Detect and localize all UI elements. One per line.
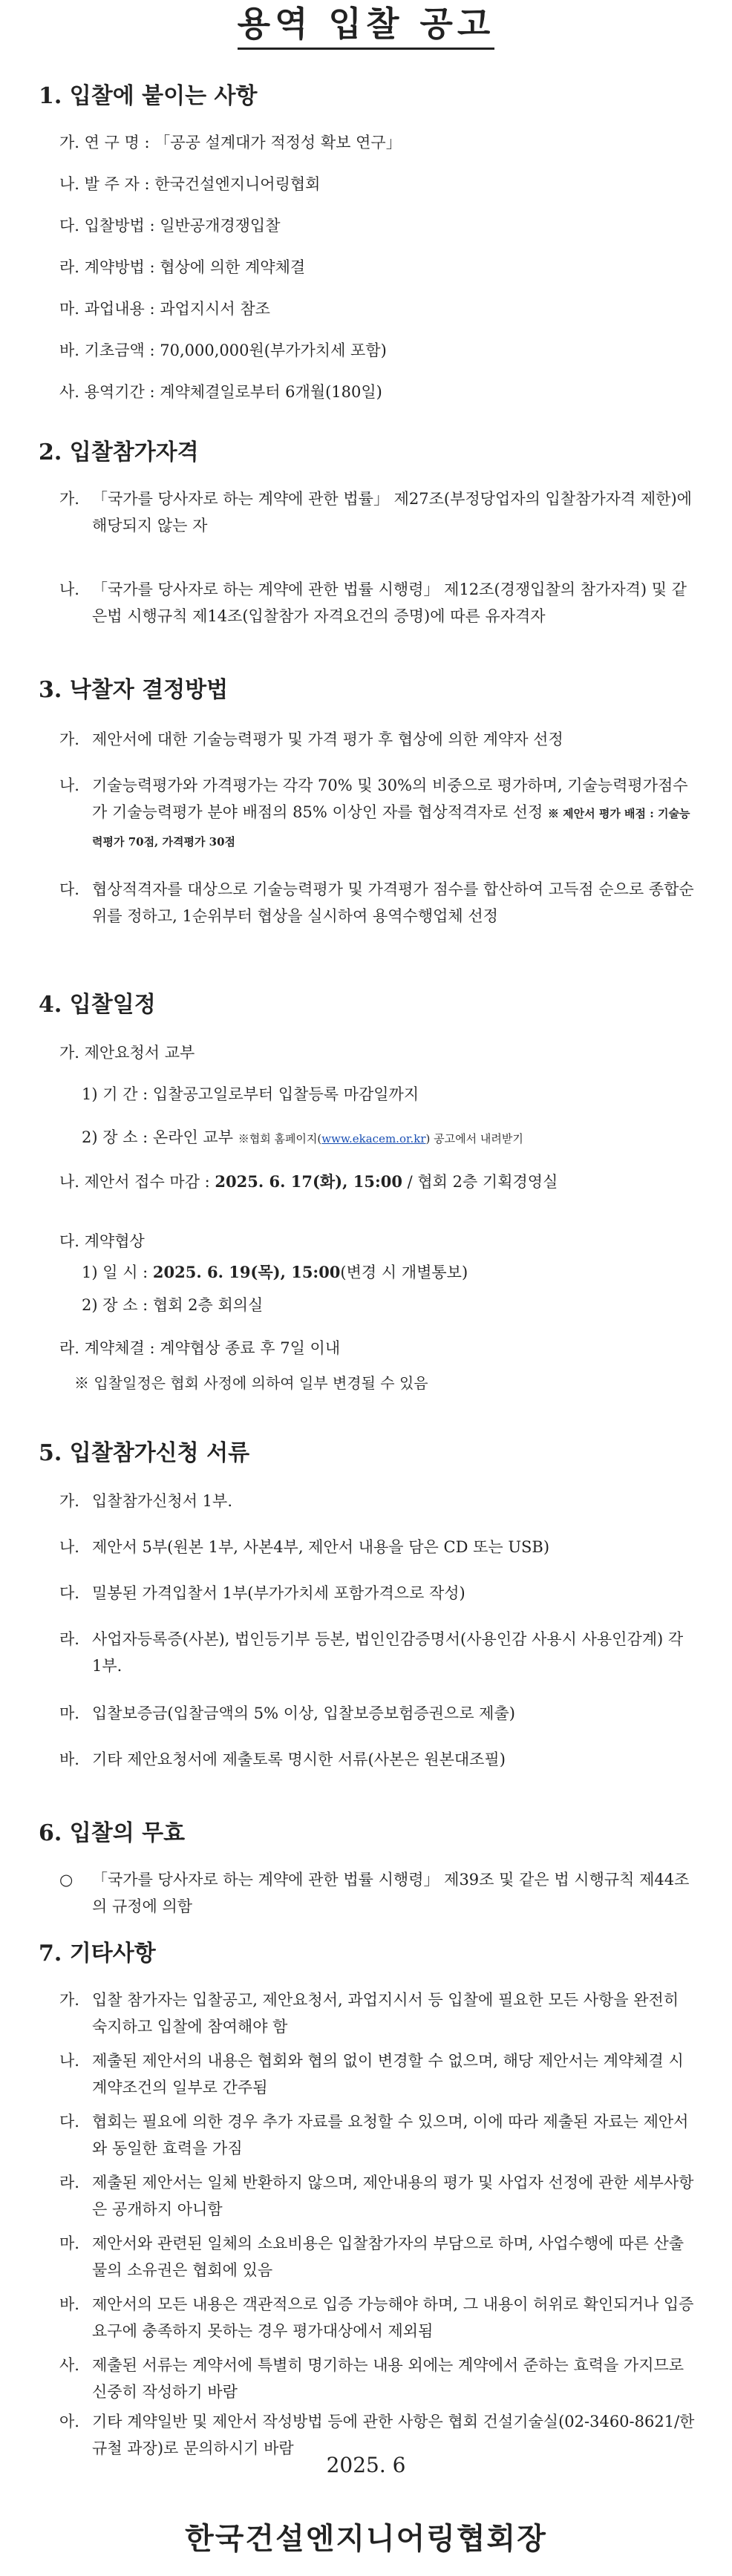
s4-item-b: 나. 제안서 접수 마감 : 2025. 6. 17(화), 15:00 / 협회 2층 기획경영실 (59, 1172, 558, 1191)
s1-row-base-amount: 바. 기초금액 : 70,000,000원(부가가치세 포함) (59, 341, 387, 359)
section-5-heading: 5. 입찰참가신청 서류 (39, 1440, 250, 1466)
s4-item-a: 가. 제안요청서 교부 (59, 1044, 195, 1062)
s3-score-note: ※ 제안서 평가 배점 : 기술능력평가 70점, 가격평가 30점 (92, 807, 690, 849)
s7-item-e: 마. 제안서와 관련된 일체의 소요비용은 입찰참가자의 부담으로 하며, 사업수행에 따른 산출물의 소유권은 협회에 있음 (59, 2235, 684, 2279)
page-title (0, 1, 732, 50)
s7-item-h: 아. 기타 계약일반 및 제안서 작성방법 등에 관한 사항은 협회 건설기술실(02-3460-8621/한규철 과장)로 문의하시기 바람 (59, 2413, 695, 2457)
s7-item-f: 바. 제안서의 모든 내용은 객관적으로 입증 가능해야 하며, 그 내용이 허위로 확인되거나 입증요구에 충족하지 못하는 경우 평가대상에서 제외됨 (59, 2295, 694, 2340)
announcement-date: 2025. 6 (326, 2453, 406, 2477)
section-4-heading: 4. 입찰일정 (39, 992, 156, 1018)
s1-row-contract-method: 라. 계약방법 : 협상에 의한 계약체결 (59, 258, 306, 276)
s4-item-a1: 1) 기 간 : 입찰공고일로부터 입찰등록 마감일까지 (82, 1085, 419, 1103)
s7-item-b: 나. 제출된 제안서의 내용은 협회와 협의 없이 변경할 수 없으며, 해당 제안서는 계약체결 시 계약조건의 일부로 간주됨 (59, 2052, 684, 2096)
s5-item-b: 나. 제안서 5부(원본 1부, 사본4부, 제안서 내용을 담은 CD 또는 USB) (59, 1538, 550, 1556)
s4-item-c1: 1) 일 시 : 2025. 6. 19(목), 15:00(변경 시 개별통보) (82, 1263, 468, 1281)
s2-item-b: 나. 「국가를 당사자로 하는 계약에 관한 법률 시행령」 제12조(경쟁입찰의 참가자격) 및 같은법 시행규칙 제14조(입찰참가 자격요건의 증명)에 따른 유자격자 (59, 581, 687, 625)
s1-row-period: 사. 용역기간 : 계약체결일로부터 6개월(180일) (59, 383, 382, 401)
s1-row-name: 가. 연 구 명 : 「공공 설계대가 적정성 확보 연구」 (59, 134, 402, 151)
s5-item-e: 마. 입찰보증금(입찰금액의 5% 이상, 입찰보증보험증권으로 제출) (59, 1704, 515, 1722)
s7-item-d: 라. 제출된 제안서는 일체 반환하지 않으며, 제안내용의 평가 및 사업자 선정에 관한 세부사항은 공개하지 아니함 (59, 2174, 694, 2218)
s1-row-bid-method: 다. 입찰방법 : 일반공개경쟁입찰 (59, 217, 281, 235)
section-6-heading: 6. 입찰의 무효 (39, 1820, 186, 1846)
s4-item-c2: 2) 장 소 : 협회 2층 회의실 (82, 1296, 264, 1314)
s3-item-b: 나. 기술능력평가와 가격평가는 각각 70% 및 30%의 비중으로 평가하며, 기술능력평가점수가 기술능력평가 분야 배점의 85% 이상인 자를 협상적격자로 선정 ※ 제안서 평가 배점 : 기술능력평가 70점, 가격평가 30점 (59, 777, 690, 849)
section-3-heading: 3. 낙찰자 결정방법 (39, 677, 229, 703)
s2-item-a: 가. 「국가를 당사자로 하는 계약에 관한 법률」 제27조(부정당업자의 입찰참가자격 제한)에 해당되지 않는 자 (59, 490, 692, 535)
s3-item-c: 다. 협상적격자를 대상으로 기술능력평가 및 가격평가 점수를 합산하여 고득점 순으로 종합순위를 정하고, 1순위부터 협상을 실시하여 용역수행업체 선정 (59, 880, 694, 925)
s7-item-g: 사. 제출된 서류는 계약서에 특별히 명기하는 내용 외에는 계약에서 준하는 효력을 가지므로 신중히 작성하기 바람 (59, 2356, 684, 2401)
s4-item-d: 라. 계약체결 : 계약협상 종료 후 7일 이내 (59, 1339, 341, 1357)
s3-item-a: 가. 제안서에 대한 기술능력평가 및 가격 평가 후 협상에 의한 계약자 선정 (59, 730, 563, 748)
section-1-heading: 1. 입찰에 붙이는 사항 (39, 83, 258, 109)
page-title-text: 용역 입찰 공고 (238, 1, 495, 50)
issuer-signature: 한국건설엔지니어링협회장 (185, 2522, 547, 2556)
s7-item-c: 다. 협회는 필요에 의한 경우 추가 자료를 요청할 수 있으며, 이에 따라 제출된 자료는 제안서와 동일한 효력을 가짐 (59, 2113, 689, 2157)
s1-row-task: 마. 과업내용 : 과업지시서 참조 (59, 300, 270, 318)
s6-item: ○ 「국가를 당사자로 하는 계약에 관한 법률 시행령」 제39조 및 같은 법 시행규칙 제44조의 규정에 의함 (59, 1871, 690, 1915)
s4-item-a2: 2) 장 소 : 온라인 교부 ※협회 홈페이지(www.ekacem.or.kr) 공고에서 내려받기 (82, 1128, 523, 1146)
homepage-link[interactable]: www.ekacem.or.kr (321, 1132, 426, 1145)
section-2-heading: 2. 입찰참가자격 (39, 439, 199, 465)
s5-item-f: 바. 기타 제안요청서에 제출토록 명시한 서류(사본은 원본대조필) (59, 1750, 506, 1768)
s4-note: ※ 입찰일정은 협회 사정에 의하여 일부 변경될 수 있음 (74, 1374, 428, 1392)
s7-item-a: 가. 입찰 참가자는 입찰공고, 제안요청서, 과업지시서 등 입찰에 필요한 모든 사항을 완전히 숙지하고 입찰에 참여해야 함 (59, 1991, 679, 2036)
s5-item-a: 가. 입찰참가신청서 1부. (59, 1492, 232, 1510)
s4-item-c: 다. 계약협상 (59, 1232, 145, 1250)
s1-row-client: 나. 발 주 자 : 한국건설엔지니어링협회 (59, 175, 321, 193)
s5-item-d: 라. 사업자등록증(사본), 법인등기부 등본, 법인인감증명서(사용인감 사용시 사용인감계) 각 1부. (59, 1630, 684, 1675)
section-7-heading: 7. 기타사항 (39, 1941, 156, 1967)
s5-item-c: 다. 밀봉된 가격입찰서 1부(부가가치세 포함가격으로 작성) (59, 1584, 465, 1602)
